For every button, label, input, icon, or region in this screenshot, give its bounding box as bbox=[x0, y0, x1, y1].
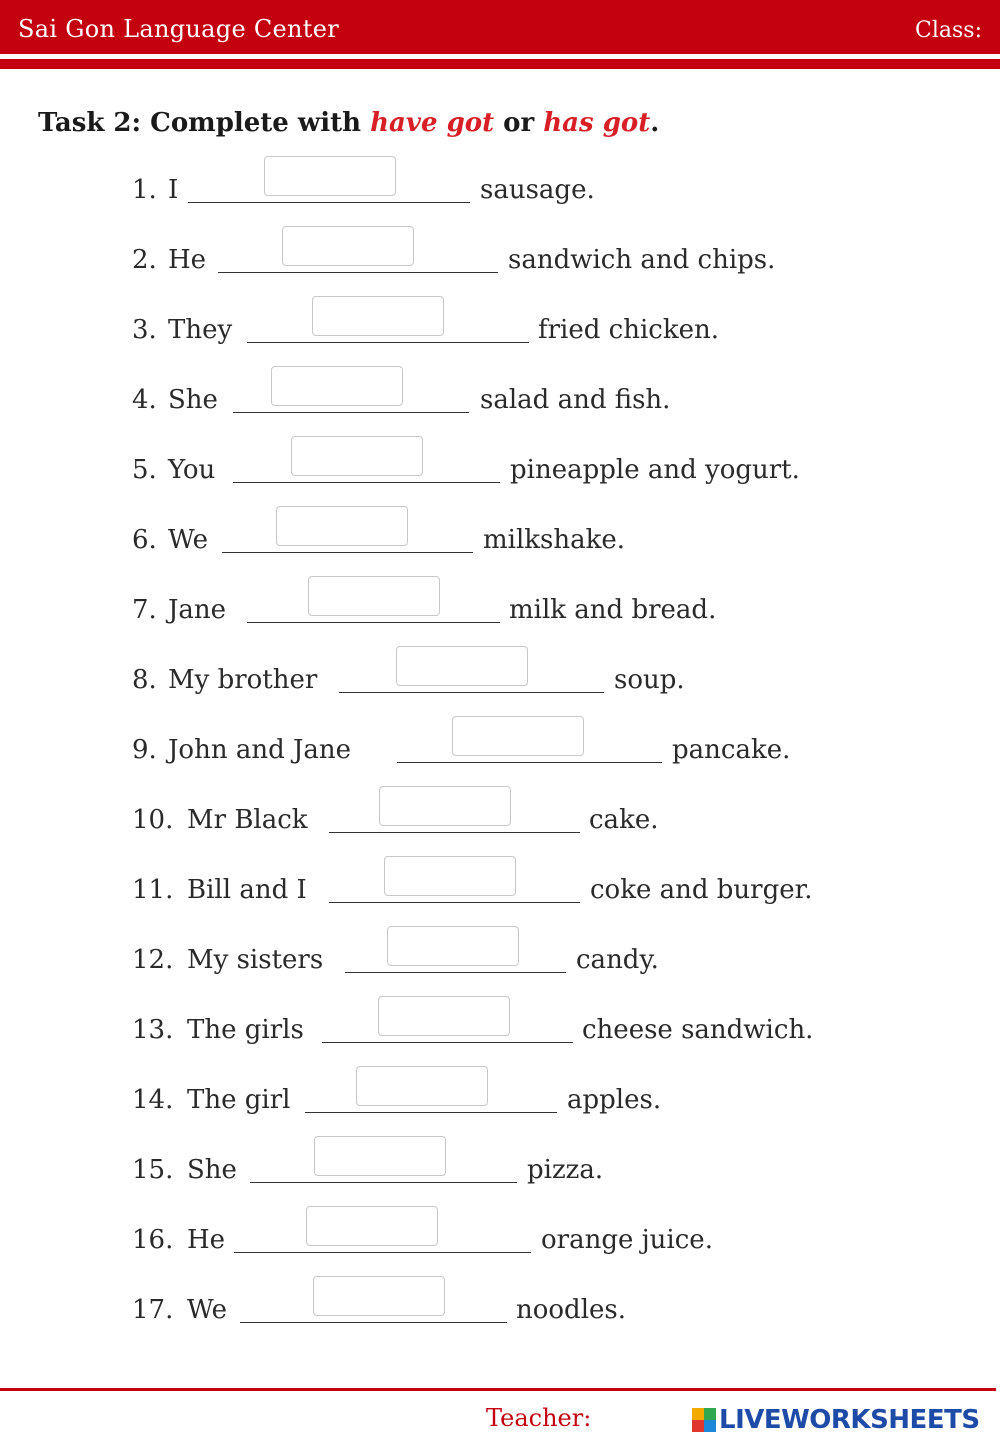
answer-input[interactable] bbox=[379, 786, 511, 826]
answer-input[interactable] bbox=[384, 856, 516, 896]
answer-input[interactable] bbox=[378, 996, 510, 1036]
blank-underline bbox=[322, 1042, 573, 1043]
answer-input[interactable] bbox=[308, 576, 440, 616]
answer-input[interactable] bbox=[291, 436, 423, 476]
item-object: soup. bbox=[614, 665, 685, 695]
item-subject: He bbox=[168, 245, 207, 275]
answer-input[interactable] bbox=[271, 366, 403, 406]
answer-input[interactable] bbox=[306, 1206, 438, 1246]
item-subject: My brother bbox=[168, 665, 318, 695]
item-subject: My sisters bbox=[187, 945, 324, 975]
item-subject: You bbox=[168, 455, 216, 485]
item-object: cheese sandwich. bbox=[582, 1015, 814, 1045]
teacher-label: Teacher: bbox=[486, 1404, 592, 1432]
item-subject: John and Jane bbox=[168, 735, 352, 765]
blank-underline bbox=[397, 762, 662, 763]
item-object: sandwich and chips. bbox=[508, 245, 776, 275]
item-object: salad and fish. bbox=[480, 385, 671, 415]
item-object: cake. bbox=[589, 805, 659, 835]
footer-divider bbox=[0, 1388, 996, 1391]
blank-underline bbox=[247, 622, 500, 623]
answer-input[interactable] bbox=[313, 1276, 445, 1316]
header-divider bbox=[0, 59, 1000, 69]
item-number: 16. bbox=[132, 1225, 174, 1255]
liveworksheets-logo-icon bbox=[692, 1408, 716, 1432]
blank-underline bbox=[305, 1112, 557, 1113]
blank-underline bbox=[233, 482, 500, 483]
item-number: 5. bbox=[132, 455, 157, 485]
blank-underline bbox=[250, 1182, 517, 1183]
item-object: pancake. bbox=[672, 735, 791, 765]
item-number: 10. bbox=[132, 805, 174, 835]
item-number: 14. bbox=[132, 1085, 174, 1115]
item-object: coke and burger. bbox=[590, 875, 813, 905]
item-subject: Bill and I bbox=[187, 875, 307, 905]
item-number: 11. bbox=[132, 875, 174, 905]
blank-underline bbox=[234, 1252, 531, 1253]
item-object: milk and bread. bbox=[509, 595, 717, 625]
item-subject: Mr Black bbox=[187, 805, 308, 835]
blank-underline bbox=[240, 1322, 507, 1323]
item-number: 3. bbox=[132, 315, 157, 345]
item-object: candy. bbox=[576, 945, 659, 975]
item-subject: We bbox=[187, 1295, 227, 1325]
blank-underline bbox=[222, 552, 473, 553]
answer-input[interactable] bbox=[396, 646, 528, 686]
answer-input[interactable] bbox=[314, 1136, 446, 1176]
item-number: 12. bbox=[132, 945, 174, 975]
blank-underline bbox=[247, 342, 529, 343]
blank-underline bbox=[339, 692, 604, 693]
option-has-got: has got bbox=[543, 108, 651, 138]
item-subject: We bbox=[168, 525, 208, 555]
item-subject: He bbox=[187, 1225, 226, 1255]
item-number: 8. bbox=[132, 665, 157, 695]
option-have-got: have got bbox=[370, 108, 495, 138]
blank-underline bbox=[188, 202, 470, 203]
answer-input[interactable] bbox=[276, 506, 408, 546]
item-number: 15. bbox=[132, 1155, 174, 1185]
item-object: pineapple and yogurt. bbox=[510, 455, 800, 485]
brand[interactable] bbox=[692, 1404, 980, 1436]
item-number: 9. bbox=[132, 735, 157, 765]
task-suffix: . bbox=[650, 108, 660, 138]
item-number: 6. bbox=[132, 525, 157, 555]
item-subject: Jane bbox=[168, 595, 227, 625]
item-number: 13. bbox=[132, 1015, 174, 1045]
item-number: 4. bbox=[132, 385, 157, 415]
item-number: 1. bbox=[132, 175, 157, 205]
item-object: apples. bbox=[567, 1085, 662, 1115]
task-prefix: Task 2: Complete with bbox=[38, 108, 371, 138]
blank-underline bbox=[329, 902, 580, 903]
item-subject: She bbox=[187, 1155, 237, 1185]
item-number: 7. bbox=[132, 595, 157, 625]
item-subject: She bbox=[168, 385, 218, 415]
blank-underline bbox=[329, 832, 580, 833]
blank-underline bbox=[345, 972, 566, 973]
center-name: Sai Gon Language Center bbox=[18, 15, 340, 43]
item-subject: I bbox=[168, 175, 179, 205]
item-subject: The girl bbox=[187, 1085, 291, 1115]
item-number: 2. bbox=[132, 245, 157, 275]
class-label: Class: bbox=[915, 18, 982, 43]
answer-input[interactable] bbox=[312, 296, 444, 336]
item-subject: The girls bbox=[187, 1015, 304, 1045]
answer-input[interactable] bbox=[452, 716, 584, 756]
blank-underline bbox=[233, 412, 469, 413]
answer-input[interactable] bbox=[264, 156, 396, 196]
item-object: orange juice. bbox=[541, 1225, 713, 1255]
blank-underline bbox=[218, 272, 498, 273]
answer-input[interactable] bbox=[356, 1066, 488, 1106]
item-object: noodles. bbox=[516, 1295, 627, 1325]
answer-input[interactable] bbox=[387, 926, 519, 966]
item-object: pizza. bbox=[527, 1155, 604, 1185]
item-number: 17. bbox=[132, 1295, 174, 1325]
task-middle: or bbox=[494, 108, 544, 138]
item-object: sausage. bbox=[480, 175, 595, 205]
brand-text: LIVEWORKSHEETS bbox=[719, 1405, 980, 1435]
item-subject: They bbox=[168, 315, 233, 345]
item-object: fried chicken. bbox=[538, 315, 719, 345]
task-title bbox=[38, 108, 659, 138]
answer-input[interactable] bbox=[282, 226, 414, 266]
item-object: milkshake. bbox=[483, 525, 626, 555]
